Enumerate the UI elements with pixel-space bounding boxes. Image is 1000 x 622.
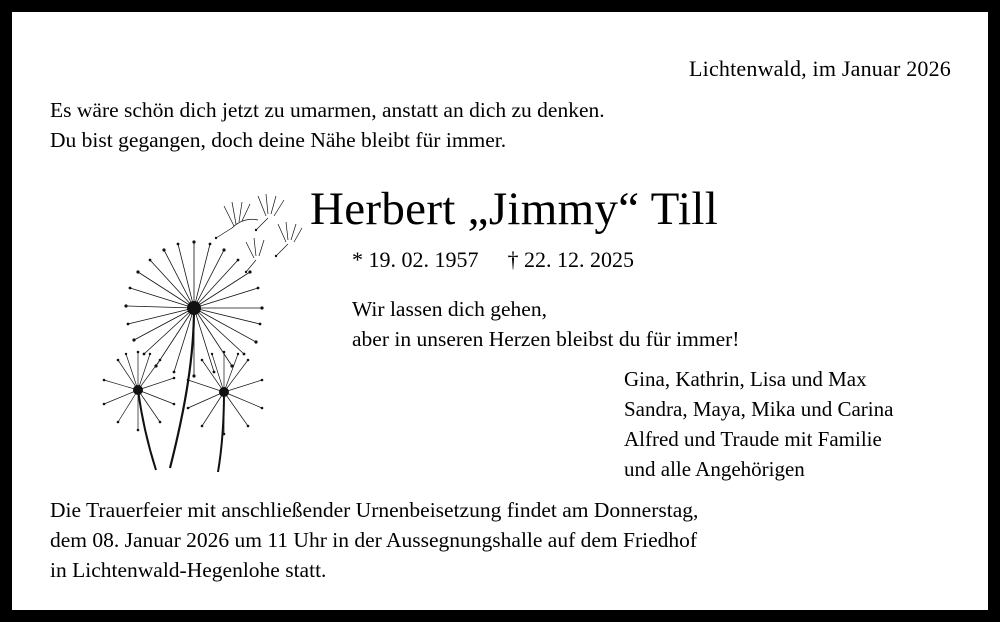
obituary-card: [12, 12, 988, 610]
ceremony-details: [50, 495, 698, 585]
mourner-line: und alle Angehörigen: [624, 457, 805, 482]
ceremony-line-3: in Lichtenwald-Hegenlohe statt.: [50, 558, 327, 583]
mourner-line: Gina, Kathrin, Lisa und Max: [624, 367, 867, 391]
message-line-1: Wir lassen dich gehen,: [352, 297, 547, 321]
farewell-message: [352, 295, 739, 354]
verse-line-1: Es wäre schön dich jetzt zu umarmen, anstatt an dich zu denken.: [50, 98, 605, 122]
deceased-name: Herbert „Jimmy“ Till: [310, 183, 719, 235]
life-dates: [352, 247, 634, 273]
ceremony-line-2: dem 08. Januar 2026 um 11 Uhr in der Aussegnungshalle auf dem Friedhof: [50, 528, 698, 553]
dandelion-icon: [90, 180, 310, 480]
birth-date: * 19. 02. 1957: [352, 247, 479, 272]
mourners-list: [624, 364, 893, 484]
opening-verse: [50, 96, 605, 155]
place-and-date: Lichtenwald, im Januar 2026: [689, 56, 951, 81]
death-date: † 22. 12. 2025: [507, 247, 634, 272]
mourner-line: Sandra, Maya, Mika und Carina: [624, 397, 894, 422]
verse-line-2: Du bist gegangen, doch deine Nähe bleibt für immer.: [50, 127, 507, 152]
mourner-line: Alfred und Traude mit Familie: [624, 427, 882, 452]
ceremony-line-1: Die Trauerfeier mit anschließender Urnenbeisetzung findet am Donnerstag,: [50, 498, 699, 522]
message-line-2: aber in unseren Herzen bleibst du für immer!: [352, 326, 740, 351]
